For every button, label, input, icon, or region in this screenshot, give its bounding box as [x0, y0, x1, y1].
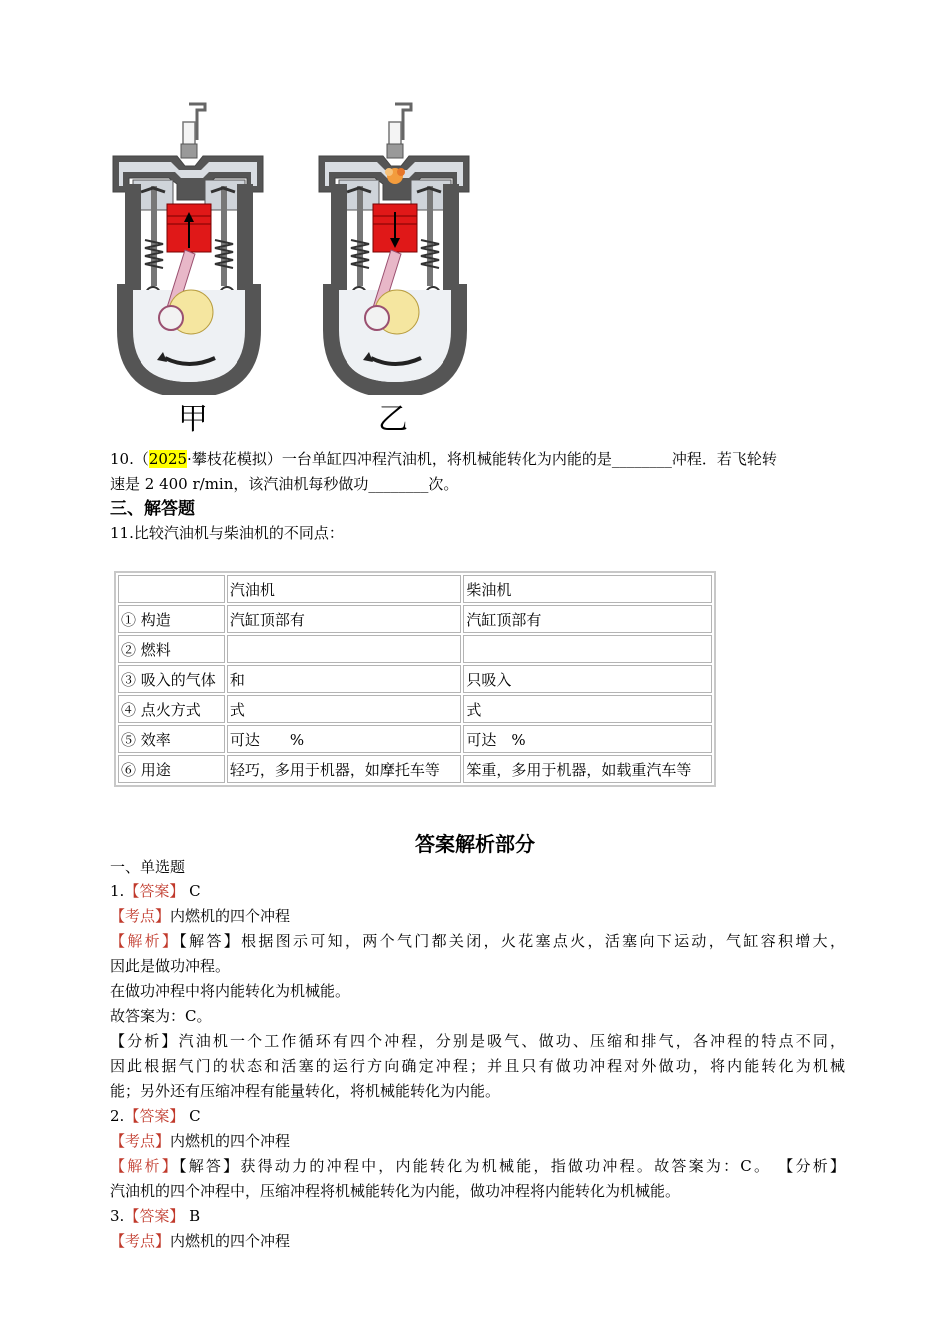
table-cell: 汽缸顶部有	[227, 605, 462, 633]
section-heading: 三、解答题	[110, 499, 195, 519]
analysis-1-line2: 因此是做功冲程。	[110, 957, 231, 975]
analysis-1-line4: 故答案为：C。	[110, 1007, 212, 1025]
table-row	[118, 695, 712, 723]
answers-title: 答案解析部分	[415, 832, 535, 856]
table-cell: ④ 点火方式	[118, 695, 225, 723]
table-cell: 和	[227, 665, 462, 693]
keypoint-2: 【考点】内燃机的四个冲程	[110, 1132, 291, 1150]
analysis-2-line2: 汽油机的四个冲程中，压缩冲程将机械能转化为内能，做功冲程将内能转化为机械能。	[110, 1182, 681, 1200]
comparison-table	[114, 571, 716, 787]
table-row	[118, 635, 712, 663]
analysis-1-line1: 【解析】【解答】根据图示可知，两个气门都关闭，火花塞点火，活塞向下运动，气缸容积增大，	[110, 932, 845, 950]
question-11: 11.比较汽油机与柴油机的不同点：	[110, 524, 344, 542]
table-row	[118, 575, 712, 603]
table-cell: ① 构造	[118, 605, 225, 633]
table-row	[118, 665, 712, 693]
engine-diagram	[105, 100, 485, 395]
table-cell: 式	[227, 695, 462, 723]
table-cell	[227, 635, 462, 663]
answer-2: 2.【答案】 C	[110, 1107, 201, 1125]
figure-label-left: 甲	[178, 402, 208, 437]
analysis-1-line3: 在做功冲程中将内能转化为机械能。	[110, 982, 351, 1000]
table-cell: 只吸入	[463, 665, 712, 693]
table-cell	[463, 635, 712, 663]
keypoint-3: 【考点】内燃机的四个冲程	[110, 1232, 291, 1250]
table-cell: 式	[463, 695, 712, 723]
question-10-line1: 10.（2025·攀枝花模拟）一台单缸四冲程汽油机，将机械能转化为内能的是________冲程．若飞轮转	[110, 450, 777, 468]
table-cell: 可达 %	[463, 725, 712, 753]
table-cell: ⑤ 效率	[118, 725, 225, 753]
table-cell: 柴油机	[463, 575, 712, 603]
question-10-line2: 速是 2 400 r/min，该汽油机每秒做功________次。	[110, 475, 459, 493]
figure-label-right: 乙	[378, 402, 408, 437]
table-cell: ③ 吸入的气体	[118, 665, 225, 693]
table-cell	[118, 575, 225, 603]
answer-1: 1.【答案】 C	[110, 882, 201, 900]
table-cell: ⑥ 用途	[118, 755, 225, 783]
table-row	[118, 605, 712, 633]
table-cell: 汽缸顶部有	[463, 605, 712, 633]
answer-3: 3.【答案】 B	[110, 1207, 201, 1225]
table-row	[118, 755, 712, 783]
table-cell: 汽油机	[227, 575, 462, 603]
table-cell: 可达 %	[227, 725, 462, 753]
table-cell: 笨重，多用于机器，如载重汽车等	[463, 755, 712, 783]
analysis-1-fx2: 因此根据气门的状态和活塞的运行方向确定冲程；并且只有做功冲程对外做功，将内能转化为机械	[110, 1057, 845, 1075]
table-cell: ② 燃料	[118, 635, 225, 663]
keypoint-1: 【考点】内燃机的四个冲程	[110, 907, 291, 925]
analysis-1-fx3: 能；另外还有压缩冲程有能量转化，将机械能转化为内能。	[110, 1082, 501, 1100]
analysis-2-line1: 【解析】【解答】获得动力的冲程中，内能转化为机械能，指做功冲程。故答案为：C。 【分析】	[110, 1157, 845, 1175]
year-highlight: 2025	[148, 450, 188, 468]
answers-section: 一、单选题	[110, 858, 186, 876]
table-row	[118, 725, 712, 753]
analysis-1-fx1: 【分析】汽油机一个工作循环有四个冲程，分别是吸气、做功、压缩和排气，各冲程的特点不同，	[110, 1032, 845, 1050]
table-cell: 轻巧，多用于机器，如摩托车等	[227, 755, 462, 783]
